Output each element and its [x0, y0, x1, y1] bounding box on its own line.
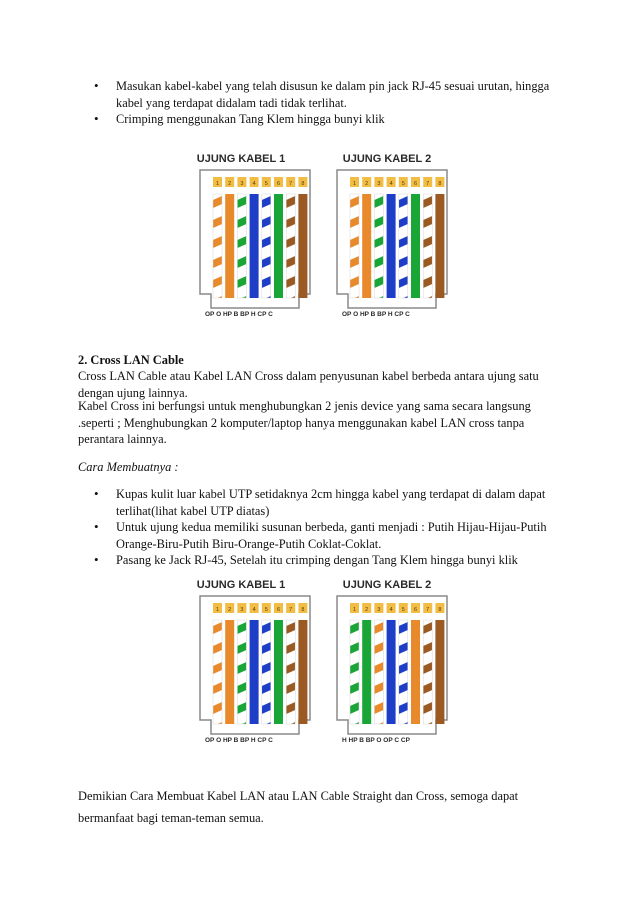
wire [350, 194, 359, 298]
pin-number: 7 [289, 607, 293, 613]
pin-number: 6 [276, 607, 281, 613]
list-item: • Pasang ke Jack RJ-45, Setelah itu crimping dengan Tang Klem hingga bunyi klik [94, 552, 564, 569]
list-item: • Untuk ujung kedua memiliki susunan berbeda, ganti menjadi : Putih Hijau-Hijau-Putih Orange-Biru-Putih Biru-Orange-Putih Coklat-Coklat. [94, 519, 564, 552]
wire [286, 620, 295, 724]
pin-number: 4 [252, 607, 256, 613]
section-heading: 2. Cross LAN Cable [78, 353, 184, 367]
pin-number: 2 [228, 607, 232, 613]
pin-number: 3 [240, 181, 244, 187]
right-connector [337, 596, 447, 734]
left-connector-title: UJUNG KABEL 1 [196, 153, 286, 165]
pin-number: 1 [352, 607, 357, 613]
pin-number: 8 [301, 181, 305, 187]
pin-number: 4 [389, 181, 393, 187]
subheading: Cara Membuatnya : [78, 460, 179, 474]
wire [374, 620, 383, 724]
pin-number: 4 [389, 607, 393, 613]
pin-number: 8 [438, 607, 442, 613]
wire [411, 194, 420, 298]
pin-number: 1 [215, 607, 220, 613]
closing-paragraph: Demikian Cara Membuat Kabel LAN atau LAN Cable Straight dan Cross, semoga dapat bermanfaat bagi teman-teman semua. [78, 789, 519, 825]
pin-number: 2 [365, 607, 369, 613]
wire [274, 620, 283, 724]
wire [250, 194, 259, 298]
pin-number: 5 [264, 607, 268, 613]
left-pin-labels: OP O HP B BP H CP C [205, 737, 273, 744]
wire [237, 194, 246, 298]
pin-number: 7 [289, 181, 293, 187]
wire [435, 194, 444, 298]
straight-cable-diagram [191, 150, 457, 322]
wire [435, 620, 444, 724]
pin-number: 5 [401, 607, 405, 613]
wire [274, 194, 283, 298]
wire [362, 194, 371, 298]
wire [225, 620, 234, 724]
paragraph: Kabel Cross ini berfungsi untuk menghubungkan 2 jenis device yang sama secara langsung .seperti ; Menghubungkan 2 komputer/laptop hanya menggunakan kabel LAN cross tanpa perantara lainnya. [78, 399, 531, 446]
wire [262, 620, 271, 724]
paragraph: Cross LAN Cable atau Kabel LAN Cross dalam penyusunan kabel berbeda antara ujung satu dengan ujung lainnya. [78, 369, 539, 400]
wire [399, 194, 408, 298]
list-item: • Masukan kabel-kabel yang telah disusun ke dalam pin jack RJ-45 sesuai urutan, hingga kabel yang terdapat didalam tadi tidak terlihat. [94, 78, 564, 111]
top-bullet-list [94, 78, 564, 128]
wire [213, 194, 222, 298]
pin-number: 5 [401, 181, 405, 187]
pin-number: 7 [426, 181, 430, 187]
left-connector [200, 596, 310, 734]
left-connector-title: UJUNG KABEL 1 [196, 579, 286, 591]
wire [423, 194, 432, 298]
wire [213, 620, 222, 724]
pin-number: 2 [365, 181, 369, 187]
wire [350, 620, 359, 724]
pin-number: 1 [352, 181, 357, 187]
left-pin-labels: OP O HP B BP H CP C [205, 311, 273, 318]
pin-number: 3 [240, 607, 244, 613]
pin-number: 6 [413, 607, 418, 613]
pin-number: 8 [301, 607, 305, 613]
wire [237, 620, 246, 724]
wire [262, 194, 271, 298]
wire [362, 620, 371, 724]
pin-number: 6 [413, 181, 418, 187]
pin-number: 6 [276, 181, 281, 187]
cross-bullet-list [94, 486, 564, 569]
wire [298, 194, 307, 298]
wire [387, 620, 396, 724]
wire [374, 194, 383, 298]
pin-number: 2 [228, 181, 232, 187]
wire [225, 194, 234, 298]
wire [387, 194, 396, 298]
right-connector [337, 170, 447, 308]
wire [250, 620, 259, 724]
cross-cable-diagram [191, 576, 457, 748]
wire [286, 194, 295, 298]
wire [298, 620, 307, 724]
right-connector-title: UJUNG KABEL 2 [342, 579, 432, 591]
pin-number: 5 [264, 181, 268, 187]
list-item: • Crimping menggunakan Tang Klem hingga bunyi klik [94, 111, 564, 128]
wire [399, 620, 408, 724]
pin-number: 1 [215, 181, 220, 187]
pin-number: 8 [438, 181, 442, 187]
right-pin-labels: H HP B BP O OP C CP [342, 737, 410, 744]
pin-number: 4 [252, 181, 256, 187]
pin-number: 3 [377, 181, 381, 187]
pin-number: 3 [377, 607, 381, 613]
right-pin-labels: OP O HP B BP H CP C [342, 311, 410, 318]
pin-number: 7 [426, 607, 430, 613]
right-connector-title: UJUNG KABEL 2 [342, 153, 432, 165]
list-item: • Kupas kulit luar kabel UTP setidaknya 2cm hingga kabel yang terdapat di dalam dapat terlihat(lihat kabel UTP diatas) [94, 486, 564, 519]
wire [423, 620, 432, 724]
wire [411, 620, 420, 724]
left-connector [200, 170, 310, 308]
